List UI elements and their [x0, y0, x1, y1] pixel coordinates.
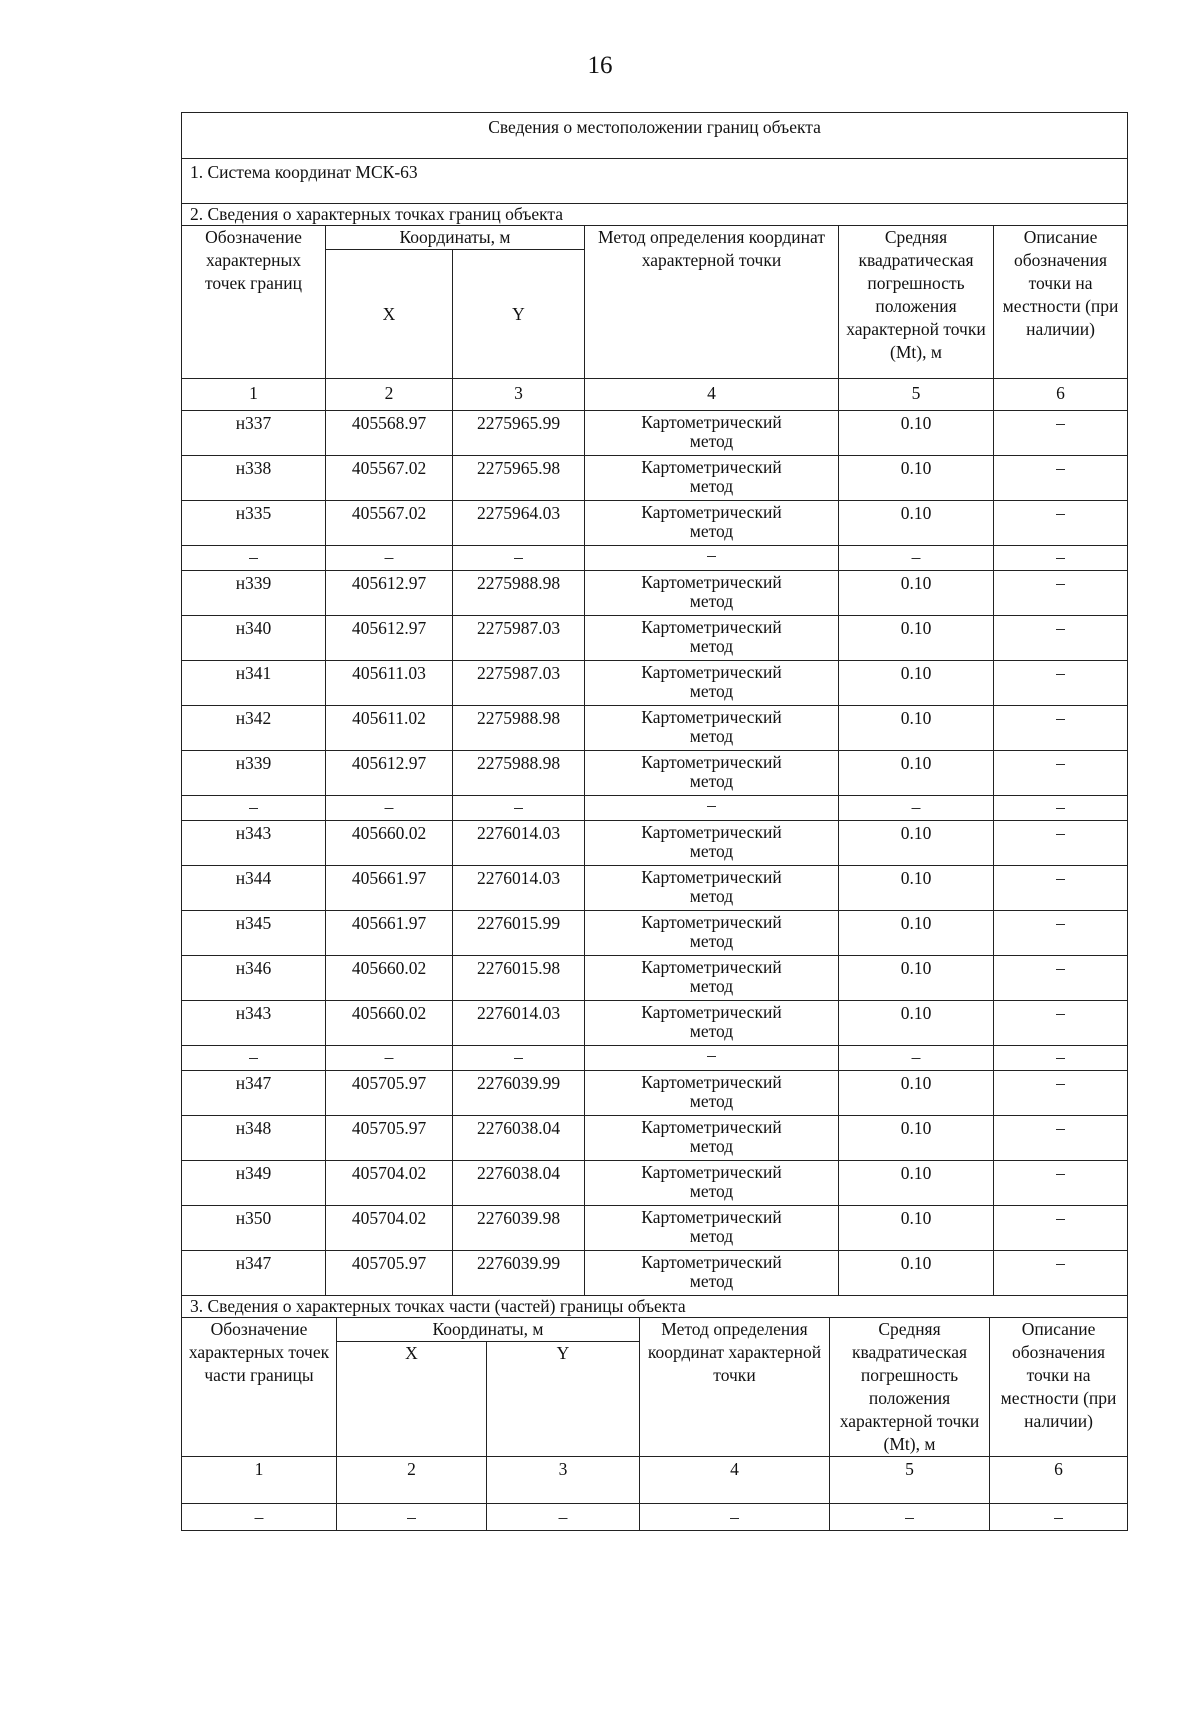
description: –: [994, 866, 1128, 911]
part-method: –: [640, 1504, 830, 1531]
description: –: [994, 546, 1128, 571]
description: –: [994, 661, 1128, 706]
table-row: [182, 1206, 1128, 1251]
method-cell: [585, 501, 839, 546]
method-line-1: Картометрический: [641, 957, 782, 977]
point-id: н341: [182, 661, 326, 706]
y-coordinate: 2276039.99: [453, 1251, 585, 1296]
x-coordinate: 405661.97: [326, 911, 453, 956]
header-designation: Обозначение характерных точек границ: [182, 226, 326, 379]
method-line-1: Картометрический: [641, 1002, 782, 1022]
part-column-number: 4: [640, 1457, 830, 1504]
y-coordinate: 2275964.03: [453, 501, 585, 546]
method-line-1: –: [707, 545, 716, 565]
method-cell: [585, 706, 839, 751]
description: –: [994, 911, 1128, 956]
part-header-designation: Обозначение характерных точек части границы: [182, 1318, 337, 1457]
method-line-2: метод: [689, 1271, 734, 1291]
part-header-coordinates: Координаты, м: [337, 1318, 640, 1342]
error-value: 0.10: [839, 571, 994, 616]
error-value: 0.10: [839, 1206, 994, 1251]
part-header-method: Метод определения координат характерной точки: [640, 1318, 830, 1457]
table-row: [182, 1116, 1128, 1161]
method-line-1: Картометрический: [641, 1072, 782, 1092]
y-coordinate: 2276014.03: [453, 1001, 585, 1046]
column-number: 6: [994, 379, 1128, 411]
point-id: –: [182, 546, 326, 571]
part-column-number: 3: [487, 1457, 640, 1504]
table-row: [182, 571, 1128, 616]
table-row: [182, 1071, 1128, 1116]
part-header-description: Описание обозначения точки на местности (при наличии): [990, 1318, 1128, 1457]
y-coordinate: 2275988.98: [453, 751, 585, 796]
point-id: н347: [182, 1251, 326, 1296]
x-coordinate: –: [326, 796, 453, 821]
method-line-1: Картометрический: [641, 1252, 782, 1272]
point-id: н349: [182, 1161, 326, 1206]
coordinate-system: 1. Система координат МСК-63: [182, 159, 1128, 204]
x-coordinate: 405705.97: [326, 1071, 453, 1116]
point-id: н350: [182, 1206, 326, 1251]
description: –: [994, 751, 1128, 796]
method-line-1: –: [707, 1045, 716, 1065]
method-cell: [585, 751, 839, 796]
point-id: н343: [182, 1001, 326, 1046]
method-line-1: Картометрический: [641, 412, 782, 432]
description: –: [994, 616, 1128, 661]
table-row: [182, 866, 1128, 911]
point-id: –: [182, 1046, 326, 1071]
y-coordinate: 2275987.03: [453, 616, 585, 661]
header-error-text: Средняя квадратическая погрешность положения характерной точки (Mt), м: [846, 227, 986, 362]
error-value: 0.10: [839, 1116, 994, 1161]
x-coordinate: 405660.02: [326, 1001, 453, 1046]
method-line-1: –: [707, 795, 716, 815]
error-value: 0.10: [839, 706, 994, 751]
method-line-2: метод: [689, 841, 734, 861]
x-coordinate: 405568.97: [326, 411, 453, 456]
error-value: –: [839, 546, 994, 571]
section-2-title: 2. Сведения о характерных точках границ объекта: [182, 204, 1128, 226]
part-column-number: 2: [337, 1457, 487, 1504]
error-value: 0.10: [839, 1071, 994, 1116]
point-id: н337: [182, 411, 326, 456]
y-coordinate: 2275965.99: [453, 411, 585, 456]
description: –: [994, 956, 1128, 1001]
column-number: 1: [182, 379, 326, 411]
header-description: Описание обозначения точки на местности (при наличии): [994, 226, 1128, 379]
description: –: [994, 1161, 1128, 1206]
y-coordinate: 2275988.98: [453, 706, 585, 751]
column-number: 4: [585, 379, 839, 411]
description: –: [994, 796, 1128, 821]
method-line-1: Картометрический: [641, 617, 782, 637]
point-id: н346: [182, 956, 326, 1001]
point-id: н335: [182, 501, 326, 546]
method-line-2: метод: [689, 476, 734, 496]
method-line-2: метод: [689, 771, 734, 791]
part-table-row: [182, 1504, 1128, 1531]
method-line-1: Картометрический: [641, 707, 782, 727]
boundary-table: [181, 112, 1128, 1296]
error-value: 0.10: [839, 751, 994, 796]
table-row: [182, 1001, 1128, 1046]
part-column-number: 6: [990, 1457, 1128, 1504]
method-cell: [585, 1251, 839, 1296]
method-cell: [585, 411, 839, 456]
part-column-number: 5: [830, 1457, 990, 1504]
table-row: [182, 411, 1128, 456]
y-coordinate: –: [453, 1046, 585, 1071]
part-header-x: X: [337, 1342, 487, 1457]
method-line-2: метод: [689, 1021, 734, 1041]
table-row: [182, 501, 1128, 546]
method-cell: [585, 661, 839, 706]
table-row: [182, 911, 1128, 956]
y-coordinate: 2275965.98: [453, 456, 585, 501]
method-line-1: Картометрический: [641, 912, 782, 932]
column-number: 3: [453, 379, 585, 411]
header-error: [839, 226, 994, 379]
page-number: 16: [587, 52, 613, 79]
point-id: н340: [182, 616, 326, 661]
description: –: [994, 1116, 1128, 1161]
description: –: [994, 1001, 1128, 1046]
method-line-2: метод: [689, 931, 734, 951]
y-coordinate: 2276014.03: [453, 821, 585, 866]
y-coordinate: 2276039.99: [453, 1071, 585, 1116]
point-id: –: [182, 796, 326, 821]
error-value: 0.10: [839, 1001, 994, 1046]
error-value: 0.10: [839, 911, 994, 956]
x-coordinate: 405611.03: [326, 661, 453, 706]
x-coordinate: 405705.97: [326, 1251, 453, 1296]
document-title: Сведения о местоположении границ объекта: [182, 113, 1128, 159]
method-line-1: Картометрический: [641, 1207, 782, 1227]
description: –: [994, 411, 1128, 456]
method-line-1: Картометрический: [641, 752, 782, 772]
method-cell: [585, 571, 839, 616]
method-line-2: метод: [689, 1181, 734, 1201]
method-line-1: Картометрический: [641, 1162, 782, 1182]
table-row: [182, 706, 1128, 751]
method-line-1: Картометрический: [641, 662, 782, 682]
table-row: [182, 1046, 1128, 1071]
method-line-1: Картометрический: [641, 1117, 782, 1137]
method-cell: [585, 456, 839, 501]
description: –: [994, 821, 1128, 866]
y-coordinate: 2276038.04: [453, 1161, 585, 1206]
method-line-2: метод: [689, 1091, 734, 1111]
method-line-2: метод: [689, 431, 734, 451]
method-cell: [585, 866, 839, 911]
part-y-coordinate: –: [487, 1504, 640, 1531]
x-coordinate: 405705.97: [326, 1116, 453, 1161]
description: –: [994, 1251, 1128, 1296]
x-coordinate: 405661.97: [326, 866, 453, 911]
x-coordinate: 405704.02: [326, 1206, 453, 1251]
description: –: [994, 1046, 1128, 1071]
table-row: [182, 796, 1128, 821]
part-header-error: [830, 1318, 990, 1457]
description: –: [994, 571, 1128, 616]
x-coordinate: 405612.97: [326, 616, 453, 661]
column-number: 5: [839, 379, 994, 411]
x-coordinate: 405704.02: [326, 1161, 453, 1206]
error-value: 0.10: [839, 956, 994, 1001]
description: –: [994, 1206, 1128, 1251]
x-coordinate: 405612.97: [326, 751, 453, 796]
method-line-2: метод: [689, 1136, 734, 1156]
description: –: [994, 706, 1128, 751]
x-coordinate: 405612.97: [326, 571, 453, 616]
y-coordinate: 2276039.98: [453, 1206, 585, 1251]
y-coordinate: 2276014.03: [453, 866, 585, 911]
part-point-id: –: [182, 1504, 337, 1531]
method-line-2: метод: [689, 591, 734, 611]
y-coordinate: 2275988.98: [453, 571, 585, 616]
error-value: 0.10: [839, 1161, 994, 1206]
method-cell: [585, 1071, 839, 1116]
table-row: [182, 956, 1128, 1001]
part-x-coordinate: –: [337, 1504, 487, 1531]
method-cell: [585, 1046, 839, 1071]
description: –: [994, 501, 1128, 546]
method-line-1: Картометрический: [641, 457, 782, 477]
method-cell: [585, 1116, 839, 1161]
error-value: 0.10: [839, 866, 994, 911]
table-row: [182, 661, 1128, 706]
table-row: [182, 616, 1128, 661]
x-coordinate: 405660.02: [326, 821, 453, 866]
x-coordinate: 405660.02: [326, 956, 453, 1001]
table-row: [182, 1161, 1128, 1206]
y-coordinate: 2275987.03: [453, 661, 585, 706]
error-value: 0.10: [839, 821, 994, 866]
method-line-2: метод: [689, 636, 734, 656]
column-number: 2: [326, 379, 453, 411]
y-coordinate: –: [453, 796, 585, 821]
method-line-2: метод: [689, 976, 734, 996]
error-value: 0.10: [839, 501, 994, 546]
part-column-number: 1: [182, 1457, 337, 1504]
method-line-1: Картометрический: [641, 502, 782, 522]
method-line-1: Картометрический: [641, 572, 782, 592]
point-id: н345: [182, 911, 326, 956]
method-cell: [585, 956, 839, 1001]
table-row: [182, 1251, 1128, 1296]
table-row: [182, 456, 1128, 501]
point-id: н344: [182, 866, 326, 911]
table-row: [182, 751, 1128, 796]
error-value: 0.10: [839, 661, 994, 706]
error-value: 0.10: [839, 616, 994, 661]
x-coordinate: 405567.02: [326, 501, 453, 546]
point-id: н342: [182, 706, 326, 751]
error-value: 0.10: [839, 411, 994, 456]
part-description: –: [990, 1504, 1128, 1531]
method-cell: [585, 796, 839, 821]
method-cell: [585, 1001, 839, 1046]
point-id: н348: [182, 1116, 326, 1161]
method-cell: [585, 911, 839, 956]
x-coordinate: –: [326, 1046, 453, 1071]
header-x: X: [326, 250, 453, 379]
table-row: [182, 546, 1128, 571]
method-cell: [585, 616, 839, 661]
header-y: Y: [453, 250, 585, 379]
header-coordinates: Координаты, м: [326, 226, 585, 250]
method-line-2: метод: [689, 681, 734, 701]
method-line-2: метод: [689, 1226, 734, 1246]
point-id: н339: [182, 751, 326, 796]
method-cell: [585, 1161, 839, 1206]
method-line-1: Картометрический: [641, 867, 782, 887]
point-id: н347: [182, 1071, 326, 1116]
part-header-error-text: Средняя квадратическая погрешность положения характерной точки (Mt), м: [839, 1319, 980, 1454]
boundary-sheet: [181, 112, 1127, 1531]
part-error: –: [830, 1504, 990, 1531]
y-coordinate: 2276015.98: [453, 956, 585, 1001]
y-coordinate: 2276038.04: [453, 1116, 585, 1161]
part-header-y: Y: [487, 1342, 640, 1457]
point-id: н339: [182, 571, 326, 616]
header-method: Метод определения координат характерной точки: [585, 226, 839, 379]
error-value: –: [839, 796, 994, 821]
point-id: н343: [182, 821, 326, 866]
part-boundary-table: [181, 1295, 1128, 1531]
error-value: –: [839, 1046, 994, 1071]
method-cell: [585, 546, 839, 571]
x-coordinate: 405611.02: [326, 706, 453, 751]
method-cell: [585, 1206, 839, 1251]
description: –: [994, 456, 1128, 501]
y-coordinate: –: [453, 546, 585, 571]
table-row: [182, 821, 1128, 866]
y-coordinate: 2276015.99: [453, 911, 585, 956]
method-line-1: Картометрический: [641, 822, 782, 842]
point-id: н338: [182, 456, 326, 501]
x-coordinate: 405567.02: [326, 456, 453, 501]
section-3-title: 3. Сведения о характерных точках части (частей) границы объекта: [182, 1296, 1128, 1318]
error-value: 0.10: [839, 456, 994, 501]
method-line-2: метод: [689, 726, 734, 746]
x-coordinate: –: [326, 546, 453, 571]
error-value: 0.10: [839, 1251, 994, 1296]
method-line-2: метод: [689, 521, 734, 541]
method-cell: [585, 821, 839, 866]
method-line-2: метод: [689, 886, 734, 906]
description: –: [994, 1071, 1128, 1116]
